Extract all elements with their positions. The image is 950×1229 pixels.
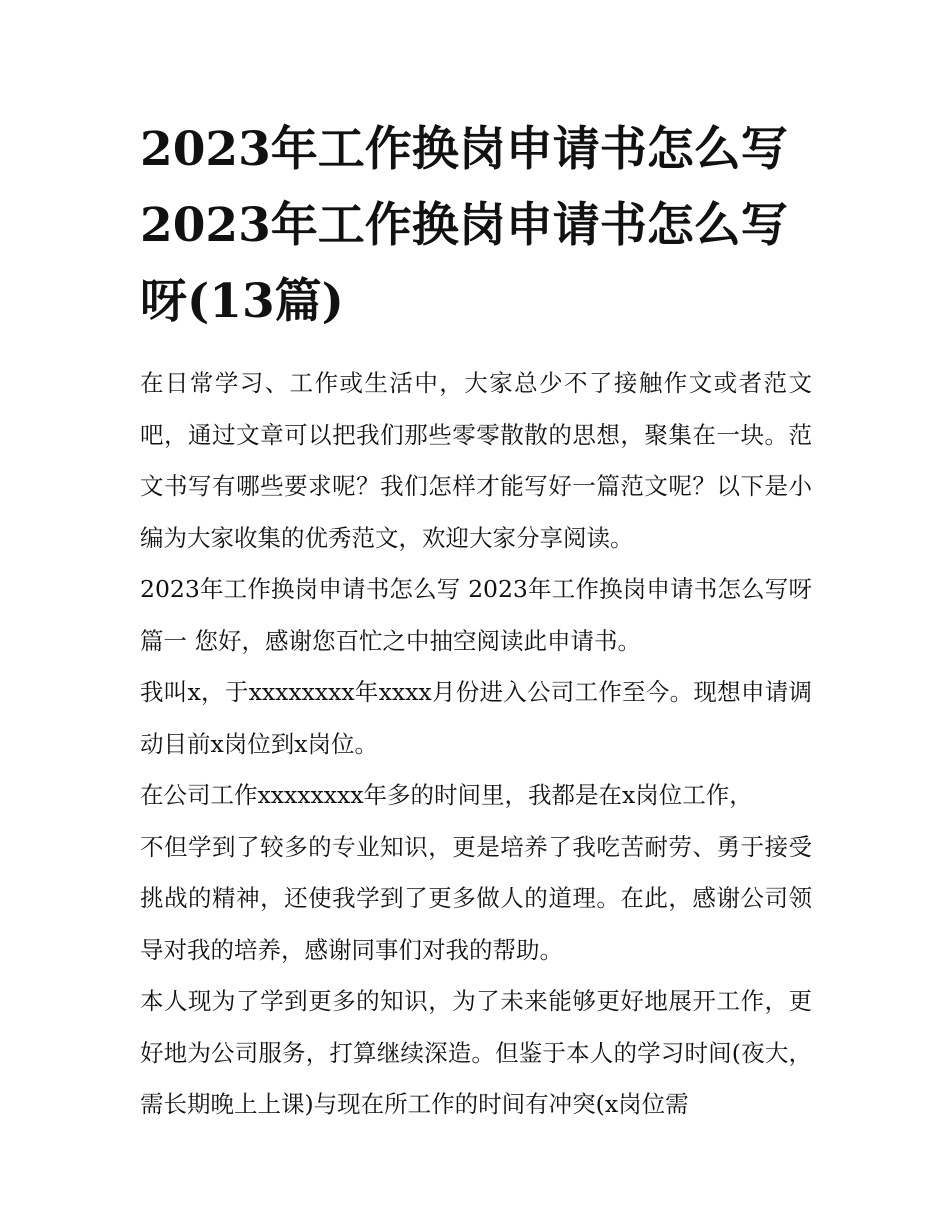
document-page: [140, 112, 812, 1131]
paragraph-work-history: 在公司工作xxxxxxxx年多的时间里，我都是在x岗位工作，: [140, 781, 753, 809]
paragraph-intro: 在日常学习、工作或生活中，大家总少不了接触作文或者范文吧，通过文章可以把我们那些零零散散的思想，聚集在一块。范文书写有哪些要求呢？我们怎样才能写好一篇范文呢？以下是小编为大家收集的优秀范文，欢迎大家分享阅读。: [140, 369, 812, 552]
document-title: 2023年工作换岗申请书怎么写 2023年工作换岗申请书怎么写呀(13篇): [140, 122, 788, 329]
paragraph-self-introduction: 我叫x，于xxxxxxxx年xxxx月份进入公司工作至今。现想申请调动目前x岗位到x岗位。: [140, 678, 812, 758]
paragraph-gratitude: 不但学到了较多的专业知识，更是培养了我吃苦耐劳、勇于接受挑战的精神，还使我学到了更多做人的道理。在此，感谢公司领导对我的培养，感谢同事们对我的帮助。: [140, 832, 812, 964]
paragraph-reason: 本人现为了学到更多的知识，为了未来能够更好地展开工作，更好地为公司服务，打算继续深造。但鉴于本人的学习时间(夜大，需长期晚上上课)与现在所工作的时间有冲突(x岗位需: [140, 987, 812, 1118]
paragraph-heading-greeting: 2023年工作换岗申请书怎么写 2023年工作换岗申请书怎么写呀篇一 您好，感谢您百忙之中抽空阅读此申请书。: [140, 575, 812, 655]
document-body: [140, 358, 812, 1131]
